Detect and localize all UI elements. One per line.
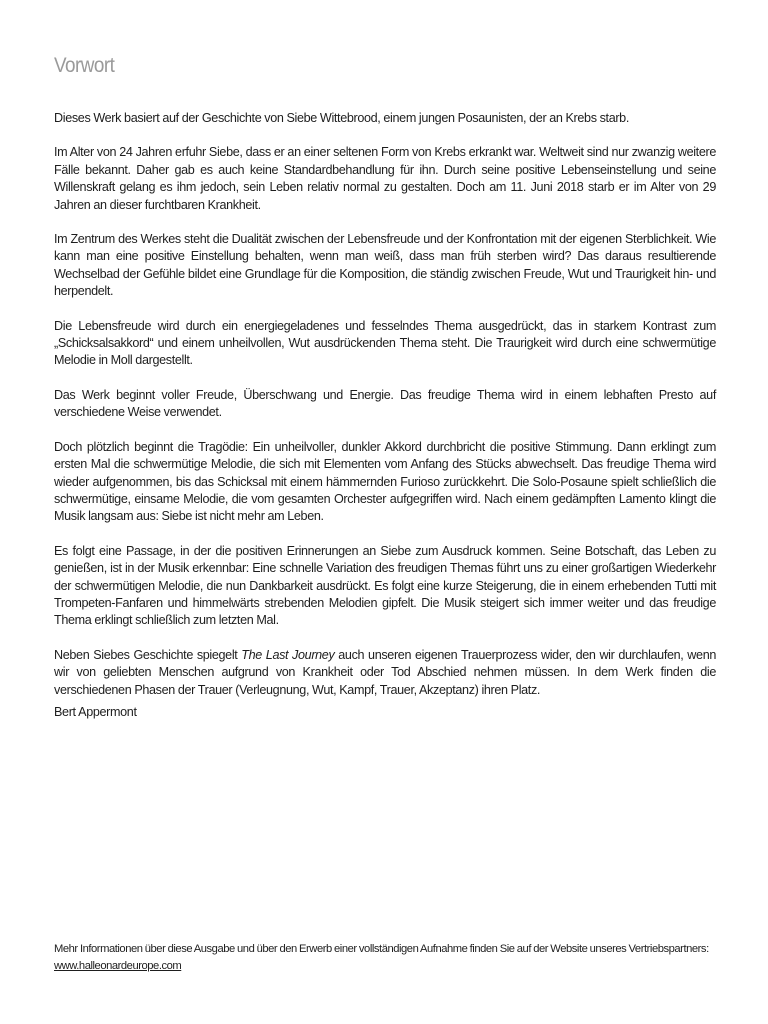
paragraph-grief <box>54 647 716 699</box>
paragraph-beginning: Das Werk beginnt voller Freude, Überschwang und Energie. Das freudige Thema wird in einem lebhaften Presto auf verschiedene Weise verwendet. <box>54 387 716 420</box>
work-title-emphasis: The Last Journey <box>241 647 335 662</box>
author-signature: Bert Appermont <box>54 705 137 719</box>
paragraph-grief-after: auch unseren eigenen Trauerprozess wider, den wir durchlaufen, wenn wir von geliebten Menschen aufgrund von Krankheit oder Tod Abschied nehmen müssen. In dem Werk finden die verschiedenen Phasen der Trauer (Verleugnung, Wut, Kampf, Trauer, Akzeptanz) ihren Platz. <box>54 647 717 697</box>
paragraph-intro: Dieses Werk basiert auf der Geschichte von Siebe Wittebrood, einem jungen Posaunisten, der an Krebs starb. <box>54 111 629 125</box>
paragraph-themes: Die Lebensfreude wird durch ein energiegeladenes und fesselndes Thema ausgedrückt, das in starkem Kontrast zum „Schicksalsakkord“ und einem unheilvollen, Wut ausdrückenden Thema steht. Die Traurigkeit wird durch eine schwermütige Melodie in Moll dargestellt. <box>54 318 716 368</box>
footer-note <box>54 941 724 975</box>
page-title: Vorwort <box>54 54 115 77</box>
document-body <box>54 110 716 716</box>
distributor-website-link[interactable]: www.halleonardeurope.com <box>54 960 182 972</box>
paragraph-biography: Im Alter von 24 Jahren erfuhr Siebe, dass er an einer seltenen Form von Krebs erkrankt war. Weltweit sind nur zwanzig weitere Fälle bekannt. Daher gab es auch keine Standardbehandlung für ihn. Durch seine positive Lebenseinstellung und seine Willenskraft gelang es ihm jedoch, sein Leben relativ normal zu gestalten. Doch am 11. Juni 2018 starb er im Alter von 29 Jahren an dieser furchtbaren Krankheit. <box>54 145 716 212</box>
paragraph-memories: Es folgt eine Passage, in der die positiven Erinnerungen an Siebe zum Ausdruck kommen. Seine Botschaft, das Leben zu genießen, ist in der Musik erkennbar: Eine schnelle Variation des freudigen Themas führt uns zu einer großartigen Wiederkehr der schwermütigen Melodie, die nun Dankbarkeit ausdrückt. Es folgt eine kurze Steigerung, die in einem erhebenden Tutti mit Trompeten-Fanfaren und himmelwärts strebenden Melodien gipfelt. Die Musik steigert sich immer weiter und das freudige Thema erklingt schließlich zum letzten Mal. <box>54 543 716 628</box>
footer-text: Mehr Informationen über diese Ausgabe und über den Erwerb einer vollständigen Aufnahme finden Sie auf der Website unseres Vertriebspartners: <box>54 943 709 955</box>
paragraph-duality: Im Zentrum des Werkes steht die Dualität zwischen der Lebensfreude und der Konfrontation mit der eigenen Sterblichkeit. Wie kann man eine positive Einstellung behalten, wenn man weiß, dass man früh sterben wird? Das daraus resultierende Wechselbad der Gefühle bildet eine Grundlage für die Komposition, die ständig zwischen Freude, Wut und Traurigkeit hin- und herpendelt. <box>54 232 716 299</box>
paragraph-grief-before: Neben Siebes Geschichte spiegelt <box>54 647 242 662</box>
paragraph-tragedy: Doch plötzlich beginnt die Tragödie: Ein unheilvoller, dunkler Akkord durchbricht die positive Stimmung. Dann erklingt zum ersten Mal die schwermütige Melodie, die sich mit Elementen vom Anfang des Stücks abwechselt. Das freudige Thema wird wieder aufgenommen, bis das Schicksal mit einem hämmernden Furioso zurückkehrt. Die Solo-Posaune spielt schließlich die schwermütige, einsame Melodie, die vom gesamten Orchester aufgegriffen wird. Nach einem gedämpften Lamento klingt die Musik langsam aus: Siebe ist nicht mehr am Leben. <box>54 439 716 524</box>
